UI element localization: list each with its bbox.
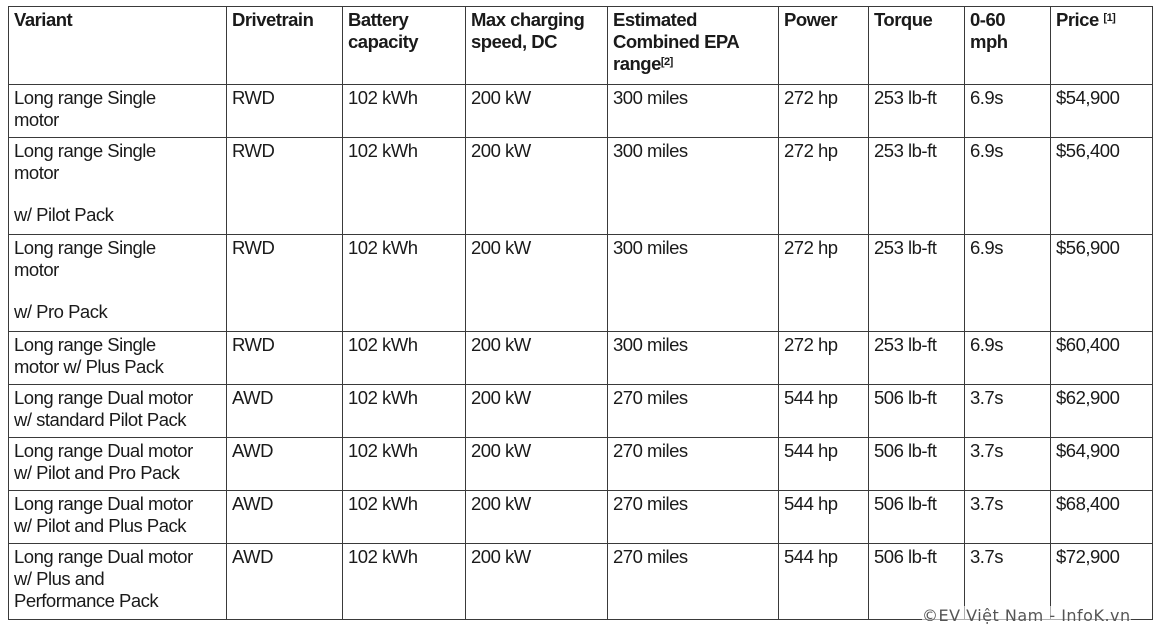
accel-cell: 6.9s — [965, 332, 1051, 385]
variant-line2: motor — [14, 259, 59, 280]
variant-line2: w/ Pilot and Plus Pack — [14, 515, 187, 536]
variant-cell — [9, 544, 227, 620]
battery-cell: 102 kWh — [343, 438, 466, 491]
battery-cell: 102 kWh — [343, 85, 466, 138]
range-cell: 300 miles — [608, 332, 779, 385]
torque-cell: 253 lb-ft — [869, 85, 965, 138]
power-cell: 272 hp — [779, 85, 869, 138]
price-footnote-link[interactable]: [1] — [1103, 12, 1116, 24]
range-cell: 270 miles — [608, 544, 779, 620]
torque-cell: 253 lb-ft — [869, 138, 965, 235]
battery-cell: 102 kWh — [343, 138, 466, 235]
torque-cell: 506 lb-ft — [869, 491, 965, 544]
table-row — [9, 235, 1153, 332]
power-cell: 272 hp — [779, 138, 869, 235]
price-cell: $72,900 — [1051, 544, 1153, 620]
charging-cell: 200 kW — [466, 235, 608, 332]
accel-cell: 3.7s — [965, 438, 1051, 491]
accel-cell: 6.9s — [965, 85, 1051, 138]
power-cell: 544 hp — [779, 385, 869, 438]
header-variant: Variant — [9, 7, 227, 85]
header-battery-line2: capacity — [348, 31, 419, 52]
variant-line2: w/ Plus and — [14, 568, 105, 589]
header-price-label: Price — [1056, 9, 1099, 30]
variant-cell — [9, 85, 227, 138]
torque-cell: 506 lb-ft — [869, 385, 965, 438]
range-cell: 300 miles — [608, 85, 779, 138]
power-cell: 544 hp — [779, 438, 869, 491]
variant-line3: w/ Pro Pack — [14, 301, 108, 322]
charging-cell: 200 kW — [466, 138, 608, 235]
variant-line2: motor — [14, 109, 59, 130]
table-row — [9, 491, 1153, 544]
variant-line1: Long range Dual motor — [14, 493, 193, 514]
header-power: Power — [779, 7, 869, 85]
variant-line1: Long range Single — [14, 334, 156, 355]
header-drivetrain: Drivetrain — [227, 7, 343, 85]
header-battery — [343, 7, 466, 85]
variant-line1: Long range Dual motor — [14, 546, 193, 567]
header-range-line2: Combined EPA — [613, 31, 740, 52]
battery-cell: 102 kWh — [343, 544, 466, 620]
range-cell: 300 miles — [608, 235, 779, 332]
variant-cell — [9, 491, 227, 544]
drivetrain-cell: AWD — [227, 385, 343, 438]
variant-line1: Long range Dual motor — [14, 440, 193, 461]
header-accel-line2: mph — [970, 31, 1008, 52]
table-row — [9, 385, 1153, 438]
accel-cell: 6.9s — [965, 138, 1051, 235]
variant-cell — [9, 235, 227, 332]
power-cell: 544 hp — [779, 491, 869, 544]
variant-line1: Long range Single — [14, 140, 156, 161]
variants-spec-table — [8, 6, 1153, 620]
charging-cell: 200 kW — [466, 332, 608, 385]
header-torque: Torque — [869, 7, 965, 85]
header-accel — [965, 7, 1051, 85]
variant-line1: Long range Dual motor — [14, 387, 193, 408]
battery-cell: 102 kWh — [343, 491, 466, 544]
variant-cell — [9, 438, 227, 491]
drivetrain-cell: AWD — [227, 491, 343, 544]
watermark-text: ©EV Việt Nam - InfoK.vn — [922, 606, 1131, 625]
power-cell: 544 hp — [779, 544, 869, 620]
price-cell: $56,900 — [1051, 235, 1153, 332]
header-battery-line1: Battery — [348, 9, 409, 30]
charging-cell: 200 kW — [466, 491, 608, 544]
power-cell: 272 hp — [779, 332, 869, 385]
accel-cell: 3.7s — [965, 544, 1051, 620]
drivetrain-cell: RWD — [227, 332, 343, 385]
price-cell: $64,900 — [1051, 438, 1153, 491]
charging-cell: 200 kW — [466, 85, 608, 138]
header-charging-line2: speed, DC — [471, 31, 557, 52]
variant-line3: w/ Pilot Pack — [14, 204, 114, 225]
battery-cell: 102 kWh — [343, 332, 466, 385]
accel-cell: 3.7s — [965, 385, 1051, 438]
variant-line1: Long range Single — [14, 87, 156, 108]
battery-cell: 102 kWh — [343, 235, 466, 332]
torque-cell: 506 lb-ft — [869, 438, 965, 491]
variant-line1: Long range Single — [14, 237, 156, 258]
header-range-line3: range — [613, 53, 661, 74]
variant-line3: Performance Pack — [14, 590, 159, 611]
variant-cell — [9, 138, 227, 235]
header-price — [1051, 7, 1153, 85]
header-charging-line1: Max charging — [471, 9, 585, 30]
variant-line2: w/ Pilot and Pro Pack — [14, 462, 180, 483]
drivetrain-cell: RWD — [227, 85, 343, 138]
variant-cell — [9, 332, 227, 385]
torque-cell: 253 lb-ft — [869, 332, 965, 385]
drivetrain-cell: AWD — [227, 544, 343, 620]
header-accel-line1: 0-60 — [970, 9, 1006, 30]
header-charging — [466, 7, 608, 85]
drivetrain-cell: RWD — [227, 235, 343, 332]
variant-cell — [9, 385, 227, 438]
price-cell: $62,900 — [1051, 385, 1153, 438]
header-range-line1: Estimated — [613, 9, 697, 30]
table-row — [9, 85, 1153, 138]
price-cell: $68,400 — [1051, 491, 1153, 544]
variant-line2: w/ standard Pilot Pack — [14, 409, 187, 430]
torque-cell: 506 lb-ft — [869, 544, 965, 620]
battery-cell: 102 kWh — [343, 385, 466, 438]
price-cell: $54,900 — [1051, 85, 1153, 138]
variant-line2: motor — [14, 162, 59, 183]
range-cell: 270 miles — [608, 491, 779, 544]
drivetrain-cell: RWD — [227, 138, 343, 235]
table-row — [9, 438, 1153, 491]
header-row — [9, 7, 1153, 85]
charging-cell: 200 kW — [466, 544, 608, 620]
range-cell: 300 miles — [608, 138, 779, 235]
drivetrain-cell: AWD — [227, 438, 343, 491]
price-cell: $56,400 — [1051, 138, 1153, 235]
range-cell: 270 miles — [608, 438, 779, 491]
table-row — [9, 138, 1153, 235]
range-footnote-link[interactable]: [2] — [660, 56, 673, 68]
power-cell: 272 hp — [779, 235, 869, 332]
torque-cell: 253 lb-ft — [869, 235, 965, 332]
charging-cell: 200 kW — [466, 385, 608, 438]
price-cell: $60,400 — [1051, 332, 1153, 385]
header-range — [608, 7, 779, 85]
range-cell: 270 miles — [608, 385, 779, 438]
accel-cell: 6.9s — [965, 235, 1051, 332]
table-row — [9, 332, 1153, 385]
charging-cell: 200 kW — [466, 438, 608, 491]
accel-cell: 3.7s — [965, 491, 1051, 544]
variant-line2: motor w/ Plus Pack — [14, 356, 164, 377]
